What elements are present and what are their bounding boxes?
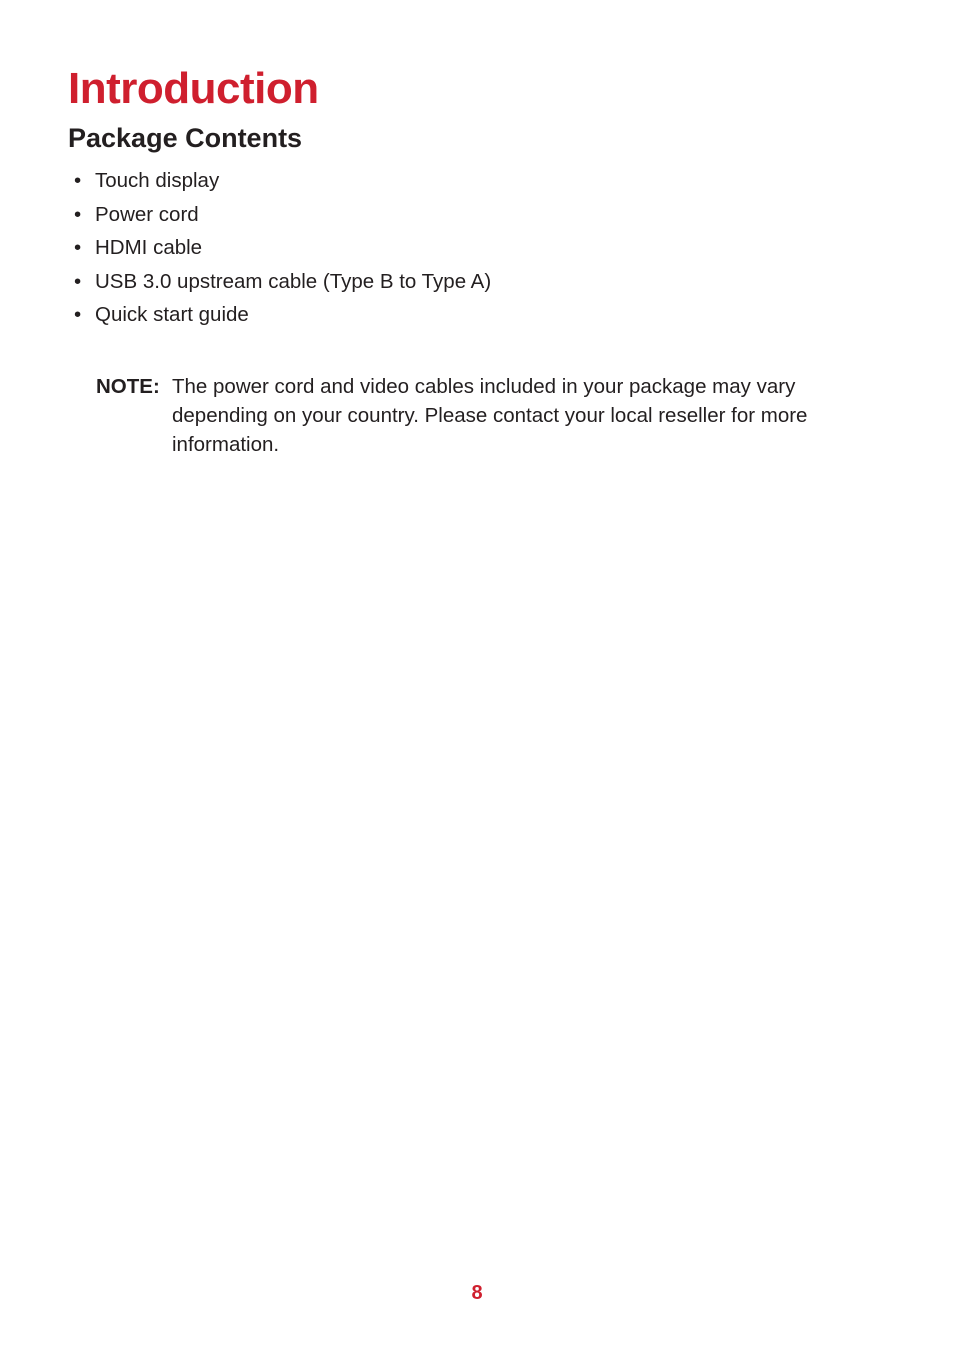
note-block (96, 372, 876, 459)
bullet-icon: • (74, 236, 82, 259)
list-item (74, 265, 491, 299)
list-item (74, 198, 491, 232)
list-item-label: USB 3.0 upstream cable (Type B to Type A) (95, 269, 492, 293)
bullet-icon: • (74, 202, 82, 226)
bullet-icon: • (74, 269, 82, 293)
section-heading-package-contents: Package Contents (68, 123, 303, 153)
list-item-label: Touch display (95, 169, 220, 192)
note-label: NOTE: (96, 375, 160, 398)
list-item-label: Quick start guide (95, 303, 249, 326)
bullet-icon: • (74, 303, 82, 326)
bullet-icon: • (74, 169, 82, 192)
note-text: The power cord and video cables included in your package may vary depending on your country. Please contact your local reseller for more information. (172, 375, 808, 456)
page-title: Introduction (68, 64, 319, 113)
list-item-label: HDMI cable (95, 236, 203, 259)
package-contents-list (74, 164, 491, 332)
page-number: 8 (471, 1282, 483, 1304)
list-item (74, 231, 491, 265)
list-item (74, 164, 491, 198)
list-item-label: Power cord (95, 202, 199, 226)
list-item (74, 298, 491, 332)
